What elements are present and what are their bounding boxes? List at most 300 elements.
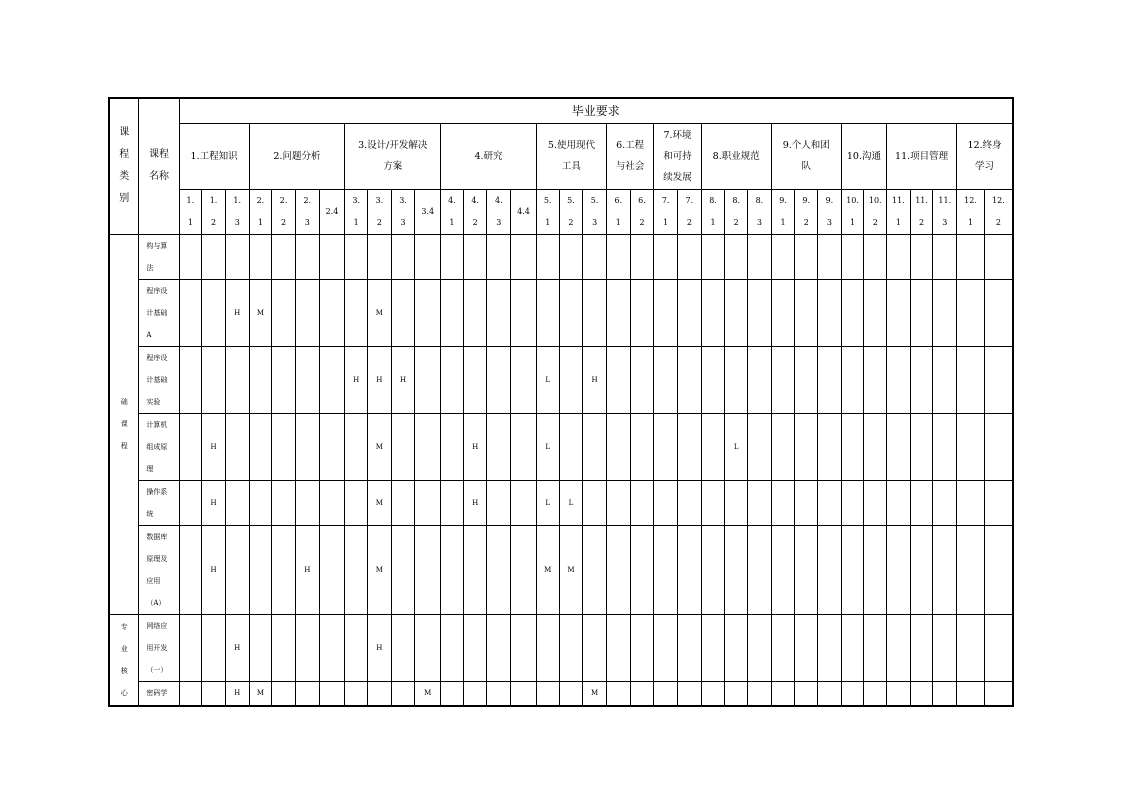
matrix-cell (368, 279, 392, 346)
matrix-cell (559, 681, 583, 706)
text-line: 组成原 (146, 442, 168, 451)
indicator-header (511, 189, 537, 234)
requirement-group-header (606, 123, 653, 189)
matrix-cell (345, 234, 368, 279)
matrix-cell (511, 279, 537, 346)
support-level-mark: L (568, 498, 574, 507)
matrix-cell (345, 279, 368, 346)
indicator-header (583, 189, 607, 234)
matrix-cell (511, 681, 537, 706)
matrix-cell (887, 614, 911, 681)
matrix-cell (795, 234, 818, 279)
matrix-cell (654, 525, 678, 614)
matrix-cell (841, 346, 864, 413)
table-row (109, 346, 1013, 413)
matrix-cell (630, 346, 654, 413)
text-line: 2 (639, 217, 645, 227)
matrix-cell (511, 614, 537, 681)
matrix-cell (487, 234, 511, 279)
matrix-cell (345, 681, 368, 706)
matrix-cell (818, 614, 842, 681)
matrix-cell (487, 413, 511, 480)
matrix-cell (583, 346, 607, 413)
indicator-header (415, 189, 441, 234)
indicator-header (864, 189, 887, 234)
text-line: 10.沟通 (846, 150, 881, 162)
text-line: 1 (850, 217, 856, 227)
text-line: 11. (915, 195, 928, 205)
matrix-cell (225, 525, 249, 614)
table-row (109, 279, 1013, 346)
matrix-cell (583, 525, 607, 614)
matrix-cell (295, 525, 319, 614)
text-line: 1 (780, 217, 786, 227)
text-line: 9.个人和团 (782, 140, 830, 151)
matrix-cell (463, 614, 487, 681)
support-level-mark: H (353, 375, 360, 384)
support-level-mark: M (256, 308, 264, 317)
text-line: 10. (846, 195, 859, 205)
text-line: 1 (353, 217, 359, 227)
matrix-cell (583, 614, 607, 681)
matrix-cell (818, 279, 842, 346)
matrix-cell (841, 480, 864, 525)
matrix-cell (933, 614, 957, 681)
text-line: 11. (892, 195, 905, 205)
matrix-cell (841, 234, 864, 279)
matrix-cell (630, 614, 654, 681)
matrix-cell (179, 614, 202, 681)
support-level-mark: H (234, 308, 241, 317)
matrix-cell (957, 525, 985, 614)
matrix-cell (583, 234, 607, 279)
matrix-cell (795, 480, 818, 525)
text-line: 2. (256, 195, 265, 205)
support-level-mark: H (472, 442, 479, 451)
support-level-mark: M (375, 498, 383, 507)
support-level-mark: H (234, 689, 241, 698)
matrix-cell (225, 480, 249, 525)
matrix-cell (463, 480, 487, 525)
matrix-cell (225, 279, 249, 346)
matrix-cell (272, 480, 296, 525)
text-line: 实验 (146, 397, 161, 406)
matrix-cell (818, 525, 842, 614)
indicator-header (818, 189, 842, 234)
matrix-cell (678, 346, 702, 413)
indicator-header (887, 189, 911, 234)
text-line: 程序设 (146, 353, 168, 362)
matrix-cell (179, 480, 202, 525)
text-line: 2 (376, 217, 382, 227)
indicator-header (630, 189, 654, 234)
text-line: 1 (895, 217, 901, 227)
matrix-cell (701, 525, 725, 614)
matrix-cell (654, 346, 678, 413)
matrix-cell (295, 681, 319, 706)
indicator-header (725, 189, 748, 234)
text-line: 1 (967, 217, 974, 227)
matrix-cell (841, 681, 864, 706)
text-line: 础 (120, 398, 128, 406)
matrix-cell (630, 234, 654, 279)
matrix-cell (441, 681, 464, 706)
support-level-mark: H (234, 643, 241, 652)
matrix-cell (463, 525, 487, 614)
text-line: 8. (732, 195, 741, 205)
matrix-cell (415, 681, 441, 706)
matrix-cell (748, 234, 772, 279)
indicator-header (654, 189, 678, 234)
matrix-cell (391, 279, 415, 346)
text-line: 3 (234, 217, 240, 227)
matrix-cell (701, 480, 725, 525)
matrix-cell (249, 614, 272, 681)
matrix-cell (725, 346, 748, 413)
matrix-cell (319, 279, 345, 346)
text-line: 方案 (383, 161, 403, 172)
matrix-cell (559, 525, 583, 614)
support-level-mark: M (375, 442, 383, 451)
matrix-cell (511, 346, 537, 413)
matrix-cell (864, 614, 887, 681)
table-row (109, 234, 1013, 279)
matrix-cell (771, 614, 795, 681)
matrix-cell (748, 480, 772, 525)
indicator-header (345, 189, 368, 234)
matrix-cell (441, 525, 464, 614)
text-line: 1 (257, 217, 263, 227)
text-line: 2 (211, 217, 217, 227)
matrix-cell (391, 346, 415, 413)
table-row (109, 681, 1013, 706)
matrix-cell (391, 525, 415, 614)
matrix-cell (864, 681, 887, 706)
text-line: 11.项目管理 (895, 150, 949, 162)
support-level-mark: M (544, 565, 552, 574)
text-line: 1 (187, 217, 193, 227)
support-level-mark: L (545, 375, 551, 384)
matrix-cell (249, 346, 272, 413)
matrix-cell (536, 346, 559, 413)
text-line: 名称 (148, 171, 169, 183)
matrix-cell (295, 413, 319, 480)
matrix-cell (887, 279, 911, 346)
text-line: 法 (146, 263, 154, 272)
matrix-cell (202, 413, 226, 480)
indicator-header (487, 189, 511, 234)
matrix-cell (771, 234, 795, 279)
matrix-cell (654, 614, 678, 681)
matrix-cell (606, 681, 630, 706)
support-level-mark: M (424, 689, 432, 698)
course-name-cell (139, 525, 179, 614)
text-line: 程 (119, 149, 130, 161)
matrix-cell (910, 413, 933, 480)
matrix-cell (345, 480, 368, 525)
matrix-cell (319, 480, 345, 525)
indicator-header (319, 189, 345, 234)
matrix-cell (295, 614, 319, 681)
text-line: 5.使用现代 (547, 140, 595, 151)
indicator-header (795, 189, 818, 234)
matrix-cell (511, 413, 537, 480)
matrix-cell (487, 525, 511, 614)
text-line: 3 (826, 217, 832, 227)
matrix-cell (841, 614, 864, 681)
matrix-cell (202, 480, 226, 525)
text-line: 3. (399, 195, 407, 205)
course-matrix-sheet (108, 97, 1014, 698)
matrix-cell (957, 681, 985, 706)
text-line: 用开发 (146, 643, 168, 652)
matrix-cell (725, 279, 748, 346)
matrix-cell (368, 480, 392, 525)
matrix-cell (202, 614, 226, 681)
matrix-cell (295, 346, 319, 413)
text-line: 3 (400, 217, 406, 227)
indicator-header (841, 189, 864, 234)
matrix-cell (583, 480, 607, 525)
matrix-cell (771, 480, 795, 525)
matrix-cell (910, 480, 933, 525)
indicator-header (179, 189, 202, 234)
support-level-mark: H (376, 643, 383, 652)
matrix-cell (864, 480, 887, 525)
matrix-cell (933, 480, 957, 525)
matrix-cell (511, 234, 537, 279)
matrix-cell (984, 234, 1013, 279)
matrix-cell (606, 480, 630, 525)
indicator-header (441, 189, 464, 234)
matrix-cell (511, 480, 537, 525)
support-level-mark: M (375, 308, 383, 317)
matrix-cell (463, 346, 487, 413)
text-line: 2 (995, 217, 1001, 227)
matrix-cell (701, 346, 725, 413)
matrix-cell (463, 681, 487, 706)
matrix-cell (841, 279, 864, 346)
matrix-cell (319, 413, 345, 480)
indicator-header (606, 189, 630, 234)
text-line: 1 (545, 217, 551, 227)
matrix-cell (748, 346, 772, 413)
text-line: 心 (120, 688, 128, 697)
text-line: 5. (567, 195, 575, 205)
support-level-mark: H (210, 498, 217, 507)
text-line: 3 (756, 217, 762, 227)
matrix-cell (249, 234, 272, 279)
text-line: 专 (120, 622, 128, 631)
matrix-cell (463, 413, 487, 480)
matrix-cell (202, 346, 226, 413)
matrix-cell (559, 279, 583, 346)
matrix-cell (957, 413, 985, 480)
matrix-cell (536, 614, 559, 681)
indicator-header (910, 189, 933, 234)
indicator-header (984, 189, 1013, 234)
indicator-header (463, 189, 487, 234)
matrix-cell (487, 681, 511, 706)
matrix-cell (441, 614, 464, 681)
matrix-cell (818, 480, 842, 525)
matrix-cell (179, 681, 202, 706)
indicator-header (391, 189, 415, 234)
text-line: 2 (472, 217, 478, 227)
text-line: （A） (146, 598, 166, 607)
matrix-cell (319, 525, 345, 614)
course-name-cell (139, 234, 179, 279)
matrix-cell (249, 413, 272, 480)
matrix-cell (701, 681, 725, 706)
matrix-cell (295, 279, 319, 346)
text-line: 统 (146, 509, 154, 518)
support-level-mark: L (545, 442, 551, 451)
text-line: 4.4 (517, 207, 530, 216)
matrix-cell (415, 525, 441, 614)
matrix-cell (606, 525, 630, 614)
matrix-cell (319, 346, 345, 413)
support-level-mark: L (733, 442, 739, 451)
matrix-cell (841, 525, 864, 614)
support-level-mark: H (591, 375, 598, 384)
matrix-cell (818, 681, 842, 706)
text-line: 课程 (148, 149, 169, 161)
matrix-cell (368, 681, 392, 706)
support-level-mark: H (376, 375, 383, 384)
matrix-cell (771, 525, 795, 614)
matrix-cell (654, 681, 678, 706)
matrix-cell (771, 279, 795, 346)
matrix-cell (391, 681, 415, 706)
matrix-cell (957, 346, 985, 413)
matrix-cell (725, 681, 748, 706)
matrix-cell (536, 413, 559, 480)
matrix-cell (771, 346, 795, 413)
text-line: 3. (375, 195, 384, 205)
matrix-cell (249, 681, 272, 706)
text-line: 4. (448, 195, 456, 205)
requirement-group-header (179, 123, 249, 189)
matrix-cell (415, 279, 441, 346)
matrix-cell (391, 413, 415, 480)
support-level-mark: M (375, 565, 383, 574)
requirement-group-header (654, 123, 701, 189)
matrix-cell (536, 279, 559, 346)
support-level-mark: M (567, 565, 575, 574)
indicator-header (368, 189, 392, 234)
matrix-cell (272, 614, 296, 681)
matrix-cell (678, 681, 702, 706)
support-level-mark: H (210, 565, 217, 574)
text-line: 3. (352, 195, 360, 205)
matrix-cell (864, 279, 887, 346)
matrix-cell (984, 614, 1013, 681)
text-line: 7. (661, 195, 670, 205)
matrix-cell (536, 525, 559, 614)
text-line: 类 (119, 171, 130, 183)
course-category-header (109, 98, 139, 234)
matrix-cell (606, 234, 630, 279)
text-line: 原理及 (146, 554, 168, 563)
requirement-group-header (957, 123, 1013, 189)
indicator-header (202, 189, 226, 234)
support-level-mark: H (304, 565, 311, 574)
matrix-cell (415, 480, 441, 525)
matrix-cell (179, 279, 202, 346)
matrix-cell (583, 413, 607, 480)
indicator-header (933, 189, 957, 234)
text-line: 工具 (561, 161, 581, 172)
matrix-cell (984, 413, 1013, 480)
indicator-header (295, 189, 319, 234)
text-line: 2 (919, 217, 925, 227)
text-line: （一） (146, 665, 168, 674)
matrix-cell (984, 279, 1013, 346)
matrix-cell (441, 413, 464, 480)
text-line: 12. (992, 195, 1005, 205)
text-line: 10. (868, 195, 882, 205)
matrix-cell (933, 234, 957, 279)
text-line: 6. (614, 195, 623, 205)
indicator-header (957, 189, 985, 234)
matrix-cell (368, 525, 392, 614)
indicator-header (678, 189, 702, 234)
matrix-cell (887, 681, 911, 706)
text-line: 6. (638, 195, 646, 205)
support-level-mark: H (399, 375, 407, 384)
text-line: 8.职业规范 (712, 150, 760, 162)
matrix-cell (725, 614, 748, 681)
matrix-cell (368, 413, 392, 480)
matrix-cell (179, 346, 202, 413)
text-line: 8. (755, 195, 764, 205)
text-line: 核 (120, 666, 128, 675)
text-line: 2 (281, 217, 287, 227)
text-line: 4. (495, 195, 503, 205)
text-line: 1. (209, 195, 218, 205)
text-line: 2.问题分析 (273, 150, 321, 162)
matrix-cell (249, 279, 272, 346)
matrix-cell (654, 279, 678, 346)
text-line: 2.4 (325, 207, 339, 216)
matrix-cell (748, 413, 772, 480)
text-line: 程序设 (146, 286, 168, 295)
matrix-cell (295, 480, 319, 525)
matrix-cell (771, 413, 795, 480)
text-line: 续发展 (663, 171, 692, 183)
matrix-cell (984, 681, 1013, 706)
matrix-cell (583, 279, 607, 346)
matrix-cell (678, 234, 702, 279)
text-line: 队 (801, 161, 811, 172)
matrix-cell (391, 614, 415, 681)
matrix-cell (295, 234, 319, 279)
matrix-cell (933, 279, 957, 346)
matrix-cell (630, 681, 654, 706)
matrix-cell (818, 413, 842, 480)
text-line: 密码学 (146, 689, 168, 698)
text-line: 2. (279, 195, 288, 205)
matrix-cell (725, 234, 748, 279)
matrix-cell (225, 346, 249, 413)
text-line: 别 (119, 193, 130, 205)
matrix-cell (391, 480, 415, 525)
text-line: 2 (803, 217, 809, 227)
matrix-cell (225, 234, 249, 279)
indicator-header (701, 189, 725, 234)
matrix-cell (864, 234, 887, 279)
